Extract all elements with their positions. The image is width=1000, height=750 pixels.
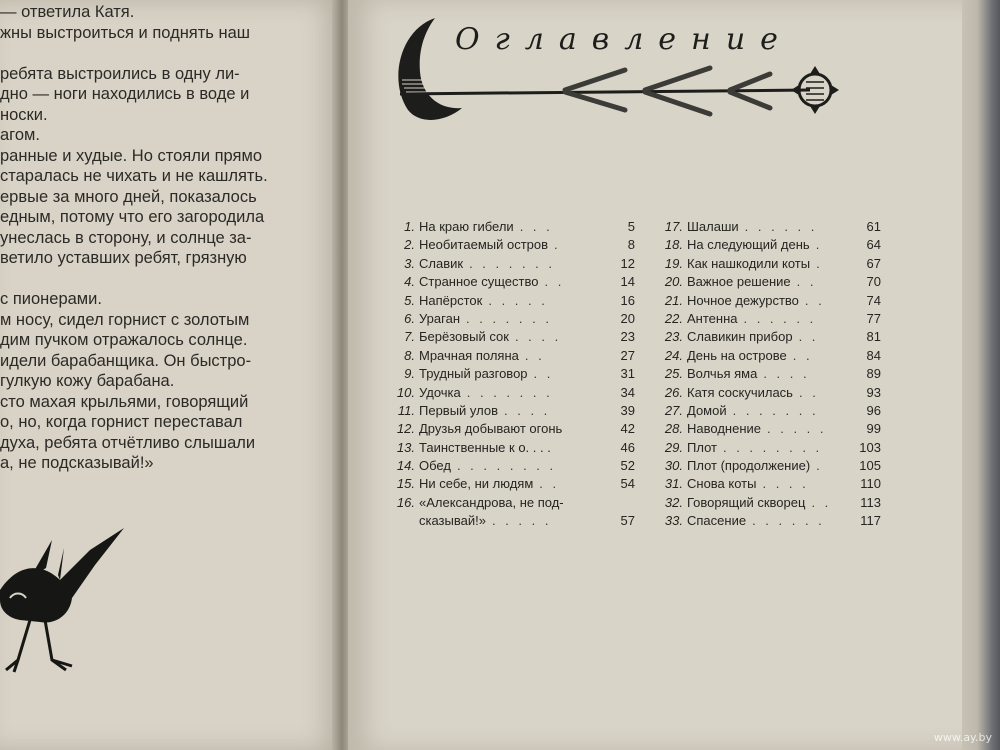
chapter-title: Шалаши: [687, 219, 739, 234]
page-number: 113: [860, 494, 881, 510]
toc-entry: [663, 292, 881, 310]
leader-dots: . . . . .: [767, 421, 827, 437]
leader-dots: . . . . . . . .: [722, 439, 823, 455]
page-number: 39: [620, 402, 635, 418]
chapter-title: Удочка: [419, 384, 461, 400]
text-line: ранные и худые. Но стояли прямо: [0, 146, 263, 165]
leader-dots: . . . . . . .: [732, 402, 819, 418]
leader-dots: . . . . . .: [744, 219, 818, 234]
chapter-number: 17.: [664, 219, 683, 234]
chapter-title: Антенна: [687, 310, 738, 326]
text-line: — ответила Катя.: [0, 3, 135, 21]
toc-column-left: [395, 218, 635, 530]
text-line: сто махая крыльями, говорящий: [0, 392, 249, 411]
text-line: [0, 269, 330, 290]
page-number: 34: [620, 384, 635, 400]
chapter-title: Спасение: [687, 513, 747, 529]
chapter-number: 6.: [404, 310, 415, 326]
page-number: 54: [620, 476, 635, 492]
page-number: 14: [620, 274, 635, 290]
toc-entry: [395, 420, 635, 438]
chapter-number: 13.: [396, 439, 415, 455]
chapter-number: 32.: [664, 494, 683, 510]
leader-dots: .: [815, 237, 823, 253]
leader-dots: . . . .: [763, 366, 810, 382]
watermark: www.ay.by: [933, 731, 992, 744]
chapter-title: Первый улов: [419, 402, 499, 418]
chapter-number: 18.: [664, 237, 683, 253]
chapter-number: 27.: [664, 402, 683, 418]
text-line: агом.: [0, 126, 40, 144]
chapter-number: 5.: [404, 292, 415, 308]
chapter-title: Ни себе, ни людям: [419, 476, 534, 492]
toc-entry: [395, 439, 635, 457]
toc-entry: [395, 218, 635, 236]
toc-entry: [395, 328, 635, 346]
toc-entry: [663, 310, 881, 328]
chapter-number: 29.: [664, 439, 683, 455]
chapter-title: Важное решение: [687, 274, 791, 290]
leader-dots: . .: [811, 494, 832, 510]
text-line: [0, 43, 330, 64]
chapter-number: 21.: [664, 292, 683, 308]
chapter-number: 28.: [664, 421, 683, 437]
text-line: ветило уставших ребят, грязную: [0, 249, 247, 267]
chapter-title: Славикин прибор: [687, 329, 793, 345]
chapter-title: Таинственные к о. . . .: [419, 439, 551, 455]
toc-entry: [663, 255, 881, 273]
page-number: 96: [866, 402, 881, 418]
toc-entry: [663, 512, 881, 530]
chapter-title: Ураган: [419, 310, 460, 326]
chapter-title: Катя соскучилась: [687, 384, 793, 400]
chapter-title: Обед: [419, 458, 451, 474]
chapter-title: Волчья яма: [687, 366, 758, 382]
text-line: ребята выстроились в одну ли-: [0, 64, 240, 83]
page-number: 103: [859, 439, 881, 455]
text-line: м носу, сидел горнист с золотым: [0, 310, 250, 329]
page-number: 67: [866, 255, 881, 271]
chapter-title: Домой: [687, 402, 727, 418]
toc-entry: [663, 475, 881, 493]
chapter-title: Мрачная поляна: [419, 347, 519, 363]
chapter-number: 1.: [404, 219, 415, 234]
page-number: 5: [627, 219, 635, 234]
text-line: а, не подсказывай!»: [0, 454, 154, 472]
page-number: 77: [866, 310, 881, 326]
text-line: дно — ноги находились в воде и: [0, 85, 250, 103]
chapter-number: 11.: [397, 402, 415, 418]
page-edge: [962, 0, 1000, 750]
toc-entry: [663, 365, 881, 383]
toc-entry: [395, 310, 635, 328]
chapter-number: 4.: [404, 274, 415, 290]
page-number: 64: [866, 237, 881, 253]
leader-dots: . .: [796, 274, 817, 290]
chapter-title: На краю гибели: [419, 219, 514, 234]
toc-entry: [395, 347, 635, 365]
toc-entry: [395, 384, 635, 402]
chapter-number: 14.: [396, 458, 415, 474]
leader-dots: . . . . . . .: [469, 255, 556, 271]
toc-entry: [663, 494, 881, 512]
chapter-title: «Александрова, не под-: [419, 494, 564, 510]
chapter-title: Напёрсток: [419, 292, 483, 308]
toc-entry: [663, 402, 881, 420]
chapter-title-continued: сказывай!»: [419, 513, 486, 529]
toc-entry: [395, 255, 635, 273]
leader-dots: . .: [798, 329, 819, 345]
leader-dots: . .: [804, 292, 825, 308]
chapter-title: Говорящий скворец: [687, 494, 806, 510]
page-number: 27: [620, 347, 635, 363]
toc-entry: [663, 439, 881, 457]
chapter-number: 20.: [664, 274, 683, 290]
leader-dots: . .: [544, 274, 565, 290]
toc-entry: [395, 457, 635, 475]
leader-dots: . . . . . . . .: [456, 458, 557, 474]
toc-entry: [663, 218, 881, 236]
text-line: старалась не чихать и не кашлять.: [0, 167, 268, 185]
chapter-title: Необитаемый остров: [419, 237, 549, 253]
leader-dots: .: [816, 458, 823, 474]
toc-entry: [663, 457, 881, 475]
toc-entry: [663, 328, 881, 346]
page-number: 70: [866, 274, 881, 290]
toc-entry: [395, 236, 635, 254]
chapter-title: Наводнение: [687, 421, 761, 437]
toc-entry: [663, 347, 881, 365]
leader-dots: . .: [539, 476, 560, 492]
leader-dots: . .: [798, 384, 819, 400]
toc-entry: [663, 236, 881, 254]
page-number: 46: [620, 439, 635, 455]
page-number: 20: [620, 310, 635, 326]
chapter-number: 16.: [396, 494, 415, 510]
leader-dots: .: [816, 255, 823, 271]
page-number: 105: [859, 458, 881, 474]
chapter-number: 24.: [664, 347, 683, 363]
toc-entry: [395, 402, 635, 420]
chapter-title: Ночное дежурство: [687, 292, 799, 308]
text-line: дим пучком отражалось солнце.: [0, 331, 248, 349]
chapter-number: 7.: [404, 329, 415, 345]
page-number: 31: [620, 366, 635, 382]
chapter-title: Славик: [419, 255, 464, 271]
page-number: 8: [627, 237, 635, 253]
text-line: ервые за много дней, показалось: [0, 187, 257, 206]
toc-column-right: [663, 218, 881, 531]
toc-entry: [395, 365, 635, 383]
chapter-number: 33.: [664, 513, 683, 529]
text-line: унеслась в сторону, и солнце за-: [0, 228, 252, 247]
chapter-number: 15.: [396, 476, 415, 492]
page-number: 57: [620, 512, 635, 528]
page-number: 23: [620, 329, 635, 345]
chapter-number: 19.: [664, 255, 683, 271]
page-number: 74: [866, 292, 881, 308]
text-line: идели барабанщика. Он быстро-: [0, 351, 252, 370]
left-page: [0, 0, 340, 750]
toc-entry: [395, 475, 635, 493]
leader-dots: . . . . . . .: [466, 310, 552, 326]
text-line: с пионерами.: [0, 290, 102, 308]
page-number: 61: [866, 219, 881, 234]
chapter-number: 10.: [396, 384, 415, 400]
leader-dots: . . . .: [762, 476, 809, 492]
chapter-title: День на острове: [687, 347, 787, 363]
text-line: едным, потому что его загородила: [0, 208, 265, 226]
page-number: 42: [620, 421, 635, 437]
leader-dots: . .: [533, 366, 554, 382]
magpie-illustration: [0, 520, 130, 690]
page-number: 16: [620, 292, 635, 308]
chapter-title: Друзья добывают огонь: [419, 421, 563, 437]
page-number: 110: [860, 476, 881, 492]
leader-dots: . . . .: [504, 402, 551, 418]
leader-dots: . . . . . . .: [466, 384, 553, 400]
page-title: Оглавление: [455, 22, 793, 57]
chapter-title: На следующий день: [687, 237, 810, 253]
toc-entry: [663, 420, 881, 438]
toc-entry: [395, 292, 635, 310]
chapter-number: 25.: [664, 366, 683, 382]
chapter-title: Странное существо: [419, 274, 539, 290]
chapter-title: Плот (продолжение): [687, 458, 811, 474]
page-number: 84: [866, 347, 881, 363]
leader-dots: . . . . .: [488, 292, 548, 308]
text-line: духа, ребята отчётливо слышали: [0, 433, 256, 452]
leader-dots: . . .: [519, 219, 553, 234]
leader-dots: . .: [524, 347, 545, 363]
chapter-number: 9.: [404, 366, 415, 382]
leader-dots: .: [554, 237, 561, 253]
chapter-title: Снова коты: [687, 476, 757, 492]
leader-dots: . . . .: [514, 329, 562, 345]
page-number: 99: [866, 421, 881, 437]
chapter-number: 31.: [664, 476, 683, 492]
text-line: носки.: [0, 105, 48, 124]
chapter-number: 22.: [664, 310, 683, 326]
page-number: 117: [860, 513, 881, 529]
chapter-number: 8.: [404, 347, 415, 363]
text-line: гулкую кожу барабана.: [0, 372, 175, 390]
page-number: 93: [866, 384, 881, 400]
toc-entry: [663, 273, 881, 291]
chapter-number: 12.: [396, 421, 415, 437]
chapter-title: Как нашкодили коты: [687, 255, 811, 271]
text-line: о, но, когда горнист переставал: [0, 413, 243, 431]
page-number: 12: [620, 255, 635, 271]
chapter-title: Берёзовый сок: [419, 329, 509, 345]
leader-dots: . . . . . .: [752, 513, 825, 529]
chapter-title: Трудный разговор: [419, 366, 528, 382]
chapter-title: Плот: [687, 439, 717, 455]
page-number: 52: [620, 458, 635, 474]
toc-entry: [395, 273, 635, 291]
chapter-number: 30.: [664, 458, 683, 474]
leader-dots: . .: [792, 347, 813, 363]
toc-entry: [395, 494, 635, 530]
chapter-number: 26.: [664, 384, 683, 400]
leader-dots: . . . . .: [491, 513, 552, 529]
page-number: 81: [866, 329, 881, 345]
left-page-text: [0, 2, 330, 474]
toc-entry: [663, 384, 881, 402]
text-line: жны выстроиться и поднять наш: [0, 23, 251, 42]
chapter-number: 3.: [404, 255, 415, 271]
page-number: 89: [866, 366, 881, 382]
chapter-number: 23.: [664, 329, 683, 345]
chapter-number: 2.: [404, 237, 415, 253]
leader-dots: . . . . . .: [743, 310, 817, 326]
